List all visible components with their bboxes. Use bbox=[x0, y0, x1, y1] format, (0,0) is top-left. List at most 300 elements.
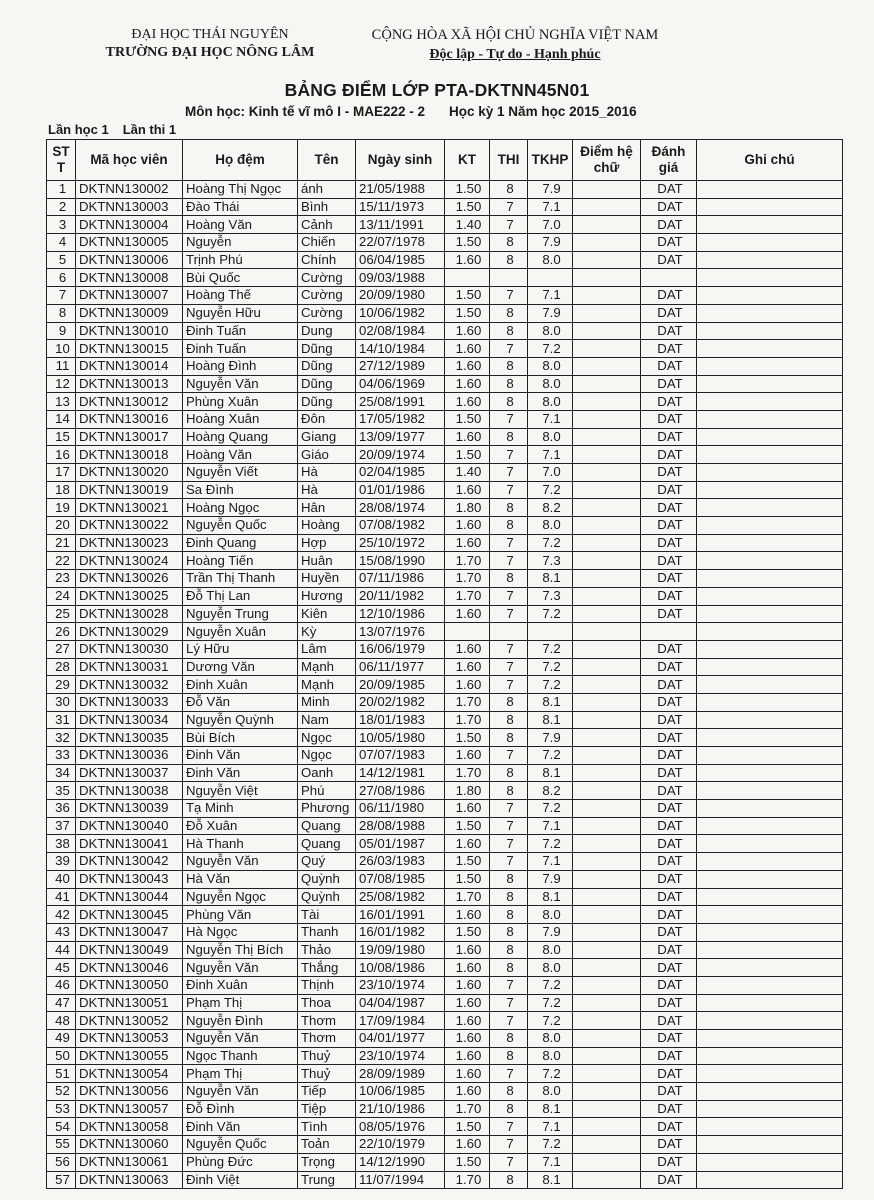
final-score-cell: 8.0 bbox=[528, 1083, 573, 1101]
final-score-cell: 8.1 bbox=[528, 888, 573, 906]
exam-score-cell: 8 bbox=[490, 393, 528, 411]
kt-score-cell: 1.70 bbox=[445, 570, 490, 588]
student-id-cell: DKTNN130024 bbox=[76, 552, 183, 570]
last-middle-cell: Đinh Tuấn bbox=[183, 340, 298, 358]
kt-score-cell: 1.50 bbox=[445, 234, 490, 252]
col-header-stt: ST T bbox=[47, 140, 76, 181]
exam-score-cell: 7 bbox=[490, 640, 528, 658]
dob-cell: 18/01/1983 bbox=[356, 711, 445, 729]
dob-cell: 10/08/1986 bbox=[356, 959, 445, 977]
exam-score-cell: 8 bbox=[490, 870, 528, 888]
letter-grade-cell bbox=[573, 570, 641, 588]
study-attempt: Lần học 1 bbox=[48, 122, 109, 137]
last-middle-cell: Đỗ Xuân bbox=[183, 817, 298, 835]
final-score-cell: 7.2 bbox=[528, 1012, 573, 1030]
last-middle-cell: Hoàng Tiến bbox=[183, 552, 298, 570]
last-middle-cell: Phùng Đức bbox=[183, 1153, 298, 1171]
evaluation-cell: DAT bbox=[641, 1047, 697, 1065]
letter-grade-cell bbox=[573, 711, 641, 729]
table-header-row bbox=[47, 140, 843, 181]
dob-cell: 06/11/1980 bbox=[356, 800, 445, 818]
table-row bbox=[47, 375, 843, 393]
last-middle-cell: Dương Văn bbox=[183, 658, 298, 676]
stt-cell: 12 bbox=[47, 375, 76, 393]
note-cell bbox=[697, 1100, 843, 1118]
dob-cell: 23/10/1974 bbox=[356, 976, 445, 994]
course-info bbox=[185, 104, 637, 119]
stt-cell: 50 bbox=[47, 1047, 76, 1065]
note-cell bbox=[697, 976, 843, 994]
kt-score-cell: 1.70 bbox=[445, 552, 490, 570]
dob-cell: 20/02/1982 bbox=[356, 693, 445, 711]
col-header-kt: KT bbox=[445, 140, 490, 181]
final-score-cell: 7.1 bbox=[528, 853, 573, 871]
dob-cell: 07/11/1986 bbox=[356, 570, 445, 588]
exam-score-cell: 8 bbox=[490, 711, 528, 729]
kt-score-cell: 1.60 bbox=[445, 747, 490, 765]
evaluation-cell: DAT bbox=[641, 587, 697, 605]
evaluation-cell: DAT bbox=[641, 1153, 697, 1171]
dob-cell: 14/12/1990 bbox=[356, 1153, 445, 1171]
stt-cell: 13 bbox=[47, 393, 76, 411]
exam-score-cell: 7 bbox=[490, 1136, 528, 1154]
evaluation-cell: DAT bbox=[641, 870, 697, 888]
letter-grade-cell bbox=[573, 729, 641, 747]
stt-cell: 29 bbox=[47, 676, 76, 694]
final-score-cell: 8.1 bbox=[528, 711, 573, 729]
first-name-cell: Thoa bbox=[298, 994, 356, 1012]
note-cell bbox=[697, 888, 843, 906]
exam-score-cell: 7 bbox=[490, 1118, 528, 1136]
stt-cell: 16 bbox=[47, 446, 76, 464]
dob-cell: 22/07/1978 bbox=[356, 234, 445, 252]
kt-score-cell: 1.50 bbox=[445, 410, 490, 428]
exam-score-cell: 7 bbox=[490, 817, 528, 835]
exam-score-cell: 8 bbox=[490, 322, 528, 340]
letter-grade-cell bbox=[573, 251, 641, 269]
note-cell bbox=[697, 747, 843, 765]
table-row bbox=[47, 693, 843, 711]
first-name-cell: Dung bbox=[298, 322, 356, 340]
final-score-cell: 7.2 bbox=[528, 340, 573, 358]
first-name-cell: Dũng bbox=[298, 393, 356, 411]
letter-grade-cell bbox=[573, 517, 641, 535]
first-name-cell: Tiếp bbox=[298, 1083, 356, 1101]
last-middle-cell: Hoàng Đình bbox=[183, 357, 298, 375]
dob-cell: 09/03/1988 bbox=[356, 269, 445, 287]
letter-grade-cell bbox=[573, 198, 641, 216]
table-row bbox=[47, 410, 843, 428]
letter-grade-cell bbox=[573, 658, 641, 676]
stt-cell: 54 bbox=[47, 1118, 76, 1136]
kt-score-cell: 1.60 bbox=[445, 605, 490, 623]
exam-score-cell: 7 bbox=[490, 552, 528, 570]
student-id-cell: DKTNN130031 bbox=[76, 658, 183, 676]
note-cell bbox=[697, 605, 843, 623]
kt-score-cell: 1.60 bbox=[445, 251, 490, 269]
stt-cell: 30 bbox=[47, 693, 76, 711]
letter-grade-cell bbox=[573, 888, 641, 906]
last-middle-cell: Nguyễn Văn bbox=[183, 1083, 298, 1101]
table-row bbox=[47, 517, 843, 535]
last-middle-cell: Tạ Minh bbox=[183, 800, 298, 818]
letter-grade-cell bbox=[573, 552, 641, 570]
last-middle-cell: Đinh Tuấn bbox=[183, 322, 298, 340]
note-cell bbox=[697, 570, 843, 588]
kt-score-cell: 1.70 bbox=[445, 764, 490, 782]
evaluation-cell: DAT bbox=[641, 304, 697, 322]
note-cell bbox=[697, 711, 843, 729]
student-id-cell: DKTNN130041 bbox=[76, 835, 183, 853]
student-id-cell: DKTNN130012 bbox=[76, 393, 183, 411]
letter-grade-cell bbox=[573, 853, 641, 871]
stt-cell: 44 bbox=[47, 941, 76, 959]
exam-score-cell: 7 bbox=[490, 605, 528, 623]
col-header-letter-grade: Điểm hệ chữ bbox=[573, 140, 641, 181]
last-middle-cell: Nguyễn Trung bbox=[183, 605, 298, 623]
dob-cell: 16/01/1991 bbox=[356, 906, 445, 924]
evaluation-cell: DAT bbox=[641, 888, 697, 906]
final-score-cell: 7.9 bbox=[528, 181, 573, 199]
kt-score-cell: 1.60 bbox=[445, 1083, 490, 1101]
dob-cell: 22/10/1979 bbox=[356, 1136, 445, 1154]
final-score-cell: 8.0 bbox=[528, 375, 573, 393]
student-id-cell: DKTNN130038 bbox=[76, 782, 183, 800]
final-score-cell: 7.2 bbox=[528, 481, 573, 499]
last-middle-cell: Phạm Thị bbox=[183, 1065, 298, 1083]
evaluation-cell: DAT bbox=[641, 1136, 697, 1154]
student-id-cell: DKTNN130026 bbox=[76, 570, 183, 588]
kt-score-cell: 1.60 bbox=[445, 640, 490, 658]
table-row bbox=[47, 1065, 843, 1083]
last-middle-cell: Ngọc Thanh bbox=[183, 1047, 298, 1065]
evaluation-cell: DAT bbox=[641, 994, 697, 1012]
last-middle-cell: Đinh Xuân bbox=[183, 676, 298, 694]
evaluation-cell: DAT bbox=[641, 1171, 697, 1189]
dob-cell: 28/09/1989 bbox=[356, 1065, 445, 1083]
col-header-note: Ghi chú bbox=[697, 140, 843, 181]
table-row bbox=[47, 446, 843, 464]
student-id-cell: DKTNN130055 bbox=[76, 1047, 183, 1065]
evaluation-cell: DAT bbox=[641, 941, 697, 959]
evaluation-cell: DAT bbox=[641, 976, 697, 994]
last-middle-cell: Nguyễn bbox=[183, 234, 298, 252]
letter-grade-cell bbox=[573, 393, 641, 411]
dob-cell: 15/11/1973 bbox=[356, 198, 445, 216]
table-row bbox=[47, 994, 843, 1012]
note-cell bbox=[697, 658, 843, 676]
last-middle-cell: Lý Hữu bbox=[183, 640, 298, 658]
dob-cell: 14/10/1984 bbox=[356, 340, 445, 358]
evaluation-cell: DAT bbox=[641, 835, 697, 853]
student-id-cell: DKTNN130023 bbox=[76, 534, 183, 552]
final-score-cell: 7.9 bbox=[528, 304, 573, 322]
student-id-cell: DKTNN130050 bbox=[76, 976, 183, 994]
stt-cell: 47 bbox=[47, 994, 76, 1012]
final-score-cell: 8.1 bbox=[528, 1100, 573, 1118]
final-score-cell: 8.0 bbox=[528, 1030, 573, 1048]
final-score-cell: 7.2 bbox=[528, 994, 573, 1012]
first-name-cell: Cường bbox=[298, 304, 356, 322]
note-cell bbox=[697, 729, 843, 747]
kt-score-cell: 1.60 bbox=[445, 517, 490, 535]
final-score-cell: 7.9 bbox=[528, 729, 573, 747]
letter-grade-cell bbox=[573, 941, 641, 959]
letter-grade-cell bbox=[573, 693, 641, 711]
kt-score-cell: 1.60 bbox=[445, 1047, 490, 1065]
col-header-first-name: Tên bbox=[298, 140, 356, 181]
term-label: Học kỳ 1 Năm học 2015_2016 bbox=[449, 104, 637, 119]
final-score-cell: 8.0 bbox=[528, 428, 573, 446]
student-id-cell: DKTNN130058 bbox=[76, 1118, 183, 1136]
exam-score-cell: 8 bbox=[490, 375, 528, 393]
student-id-cell: DKTNN130042 bbox=[76, 853, 183, 871]
note-cell bbox=[697, 181, 843, 199]
student-id-cell: DKTNN130032 bbox=[76, 676, 183, 694]
evaluation-cell: DAT bbox=[641, 906, 697, 924]
dob-cell: 02/08/1984 bbox=[356, 322, 445, 340]
dob-cell: 07/08/1982 bbox=[356, 517, 445, 535]
table-row bbox=[47, 658, 843, 676]
evaluation-cell: DAT bbox=[641, 1065, 697, 1083]
note-cell bbox=[697, 517, 843, 535]
stt-cell: 42 bbox=[47, 906, 76, 924]
evaluation-cell: DAT bbox=[641, 216, 697, 234]
note-cell bbox=[697, 234, 843, 252]
kt-score-cell: 1.70 bbox=[445, 693, 490, 711]
motto: Độc lập - Tự do - Hạnh phúc bbox=[429, 47, 601, 62]
student-id-cell: DKTNN130016 bbox=[76, 410, 183, 428]
stt-cell: 21 bbox=[47, 534, 76, 552]
kt-score-cell: 1.50 bbox=[445, 817, 490, 835]
first-name-cell: Mạnh bbox=[298, 658, 356, 676]
first-name-cell: Hà bbox=[298, 481, 356, 499]
evaluation-cell: DAT bbox=[641, 322, 697, 340]
dob-cell: 28/08/1974 bbox=[356, 499, 445, 517]
student-id-cell: DKTNN130037 bbox=[76, 764, 183, 782]
last-middle-cell: Hoàng Văn bbox=[183, 446, 298, 464]
evaluation-cell: DAT bbox=[641, 711, 697, 729]
exam-score-cell: 7 bbox=[490, 676, 528, 694]
table-row bbox=[47, 640, 843, 658]
evaluation-cell: DAT bbox=[641, 552, 697, 570]
last-middle-cell: Hoàng Ngọc bbox=[183, 499, 298, 517]
kt-score-cell: 1.50 bbox=[445, 729, 490, 747]
final-score-cell: 7.2 bbox=[528, 747, 573, 765]
last-middle-cell: Bùi Quốc bbox=[183, 269, 298, 287]
evaluation-cell: DAT bbox=[641, 747, 697, 765]
kt-score-cell: 1.60 bbox=[445, 906, 490, 924]
student-id-cell: DKTNN130052 bbox=[76, 1012, 183, 1030]
note-cell bbox=[697, 923, 843, 941]
dob-cell: 06/11/1977 bbox=[356, 658, 445, 676]
last-middle-cell: Bùi Bích bbox=[183, 729, 298, 747]
note-cell bbox=[697, 357, 843, 375]
student-id-cell: DKTNN130046 bbox=[76, 959, 183, 977]
dob-cell: 14/12/1981 bbox=[356, 764, 445, 782]
first-name-cell: Thơm bbox=[298, 1030, 356, 1048]
student-id-cell: DKTNN130002 bbox=[76, 181, 183, 199]
kt-score-cell: 1.40 bbox=[445, 464, 490, 482]
last-middle-cell: Hà Ngọc bbox=[183, 923, 298, 941]
table-row bbox=[47, 941, 843, 959]
first-name-cell: Thuỷ bbox=[298, 1047, 356, 1065]
dob-cell: 16/01/1982 bbox=[356, 923, 445, 941]
first-name-cell: Thắng bbox=[298, 959, 356, 977]
first-name-cell: Quỳnh bbox=[298, 888, 356, 906]
first-name-cell: Minh bbox=[298, 693, 356, 711]
student-id-cell: DKTNN130017 bbox=[76, 428, 183, 446]
letter-grade-cell bbox=[573, 234, 641, 252]
student-id-cell: DKTNN130043 bbox=[76, 870, 183, 888]
table-row bbox=[47, 1100, 843, 1118]
first-name-cell: Dũng bbox=[298, 375, 356, 393]
note-cell bbox=[697, 534, 843, 552]
stt-cell: 34 bbox=[47, 764, 76, 782]
grade-table bbox=[46, 139, 843, 1189]
first-name-cell: Chiến bbox=[298, 234, 356, 252]
first-name-cell: Thảo bbox=[298, 941, 356, 959]
last-middle-cell: Đào Thái bbox=[183, 198, 298, 216]
letter-grade-cell bbox=[573, 499, 641, 517]
dob-cell: 13/07/1976 bbox=[356, 623, 445, 641]
stt-cell: 31 bbox=[47, 711, 76, 729]
stt-cell: 27 bbox=[47, 640, 76, 658]
kt-score-cell: 1.50 bbox=[445, 1153, 490, 1171]
exam-score-cell: 7 bbox=[490, 464, 528, 482]
note-cell bbox=[697, 269, 843, 287]
final-score-cell: 8.0 bbox=[528, 941, 573, 959]
grade-table-body bbox=[47, 181, 843, 1189]
last-middle-cell: Đỗ Đình bbox=[183, 1100, 298, 1118]
note-cell bbox=[697, 251, 843, 269]
first-name-cell: Kiên bbox=[298, 605, 356, 623]
kt-score-cell: 1.50 bbox=[445, 304, 490, 322]
table-row bbox=[47, 304, 843, 322]
first-name-cell: Nam bbox=[298, 711, 356, 729]
stt-cell: 46 bbox=[47, 976, 76, 994]
letter-grade-cell bbox=[573, 835, 641, 853]
student-id-cell: DKTNN130051 bbox=[76, 994, 183, 1012]
note-cell bbox=[697, 835, 843, 853]
stt-cell: 25 bbox=[47, 605, 76, 623]
kt-score-cell: 1.70 bbox=[445, 1171, 490, 1189]
exam-score-cell: 8 bbox=[490, 693, 528, 711]
exam-score-cell: 8 bbox=[490, 428, 528, 446]
note-cell bbox=[697, 1171, 843, 1189]
exam-score-cell: 7 bbox=[490, 481, 528, 499]
kt-score-cell: 1.50 bbox=[445, 446, 490, 464]
student-id-cell: DKTNN130004 bbox=[76, 216, 183, 234]
evaluation-cell: DAT bbox=[641, 517, 697, 535]
letter-grade-cell bbox=[573, 287, 641, 305]
note-cell bbox=[697, 410, 843, 428]
evaluation-cell: DAT bbox=[641, 658, 697, 676]
first-name-cell: Lâm bbox=[298, 640, 356, 658]
note-cell bbox=[697, 1118, 843, 1136]
last-middle-cell: Hoàng Văn bbox=[183, 216, 298, 234]
last-middle-cell: Hoàng Thị Ngọc bbox=[183, 181, 298, 199]
exam-score-cell bbox=[490, 269, 528, 287]
first-name-cell: ánh bbox=[298, 181, 356, 199]
dob-cell: 02/04/1985 bbox=[356, 464, 445, 482]
exam-score-cell: 7 bbox=[490, 287, 528, 305]
stt-cell: 18 bbox=[47, 481, 76, 499]
kt-score-cell: 1.50 bbox=[445, 870, 490, 888]
kt-score-cell: 1.60 bbox=[445, 976, 490, 994]
letter-grade-cell bbox=[573, 216, 641, 234]
final-score-cell: 7.2 bbox=[528, 658, 573, 676]
first-name-cell: Hân bbox=[298, 499, 356, 517]
exam-score-cell: 8 bbox=[490, 234, 528, 252]
student-id-cell: DKTNN130061 bbox=[76, 1153, 183, 1171]
exam-score-cell: 7 bbox=[490, 534, 528, 552]
last-middle-cell: Hà Văn bbox=[183, 870, 298, 888]
dob-cell: 15/08/1990 bbox=[356, 552, 445, 570]
table-row bbox=[47, 764, 843, 782]
student-id-cell: DKTNN130018 bbox=[76, 446, 183, 464]
table-row bbox=[47, 676, 843, 694]
letter-grade-cell bbox=[573, 1118, 641, 1136]
table-row bbox=[47, 605, 843, 623]
kt-score-cell: 1.50 bbox=[445, 853, 490, 871]
table-row bbox=[47, 216, 843, 234]
evaluation-cell: DAT bbox=[641, 375, 697, 393]
stt-cell: 5 bbox=[47, 251, 76, 269]
stt-cell: 9 bbox=[47, 322, 76, 340]
last-middle-cell: Nguyễn Thị Bích bbox=[183, 941, 298, 959]
evaluation-cell: DAT bbox=[641, 959, 697, 977]
stt-cell: 35 bbox=[47, 782, 76, 800]
exam-score-cell: 7 bbox=[490, 800, 528, 818]
letter-grade-cell bbox=[573, 446, 641, 464]
evaluation-cell: DAT bbox=[641, 817, 697, 835]
evaluation-cell: DAT bbox=[641, 340, 697, 358]
exam-score-cell: 8 bbox=[490, 888, 528, 906]
letter-grade-cell bbox=[573, 782, 641, 800]
last-middle-cell: Nguyễn Quỳnh bbox=[183, 711, 298, 729]
letter-grade-cell bbox=[573, 1065, 641, 1083]
first-name-cell: Quý bbox=[298, 853, 356, 871]
letter-grade-cell bbox=[573, 587, 641, 605]
evaluation-cell: DAT bbox=[641, 481, 697, 499]
final-score-cell: 7.9 bbox=[528, 234, 573, 252]
evaluation-cell: DAT bbox=[641, 357, 697, 375]
final-score-cell: 8.0 bbox=[528, 322, 573, 340]
letter-grade-cell bbox=[573, 817, 641, 835]
student-id-cell: DKTNN130044 bbox=[76, 888, 183, 906]
evaluation-cell bbox=[641, 269, 697, 287]
student-id-cell: DKTNN130019 bbox=[76, 481, 183, 499]
last-middle-cell: Nguyễn Văn bbox=[183, 959, 298, 977]
letter-grade-cell bbox=[573, 428, 641, 446]
table-row bbox=[47, 800, 843, 818]
letter-grade-cell bbox=[573, 923, 641, 941]
table-row bbox=[47, 976, 843, 994]
dob-cell: 13/11/1991 bbox=[356, 216, 445, 234]
last-middle-cell: Nguyễn Đình bbox=[183, 1012, 298, 1030]
stt-cell: 28 bbox=[47, 658, 76, 676]
exam-score-cell: 7 bbox=[490, 853, 528, 871]
table-row bbox=[47, 269, 843, 287]
exam-score-cell: 7 bbox=[490, 994, 528, 1012]
exam-score-cell: 8 bbox=[490, 906, 528, 924]
letter-grade-cell bbox=[573, 410, 641, 428]
last-middle-cell: Nguyễn Viết bbox=[183, 464, 298, 482]
stt-cell: 52 bbox=[47, 1083, 76, 1101]
letter-grade-cell bbox=[573, 375, 641, 393]
first-name-cell: Phương bbox=[298, 800, 356, 818]
